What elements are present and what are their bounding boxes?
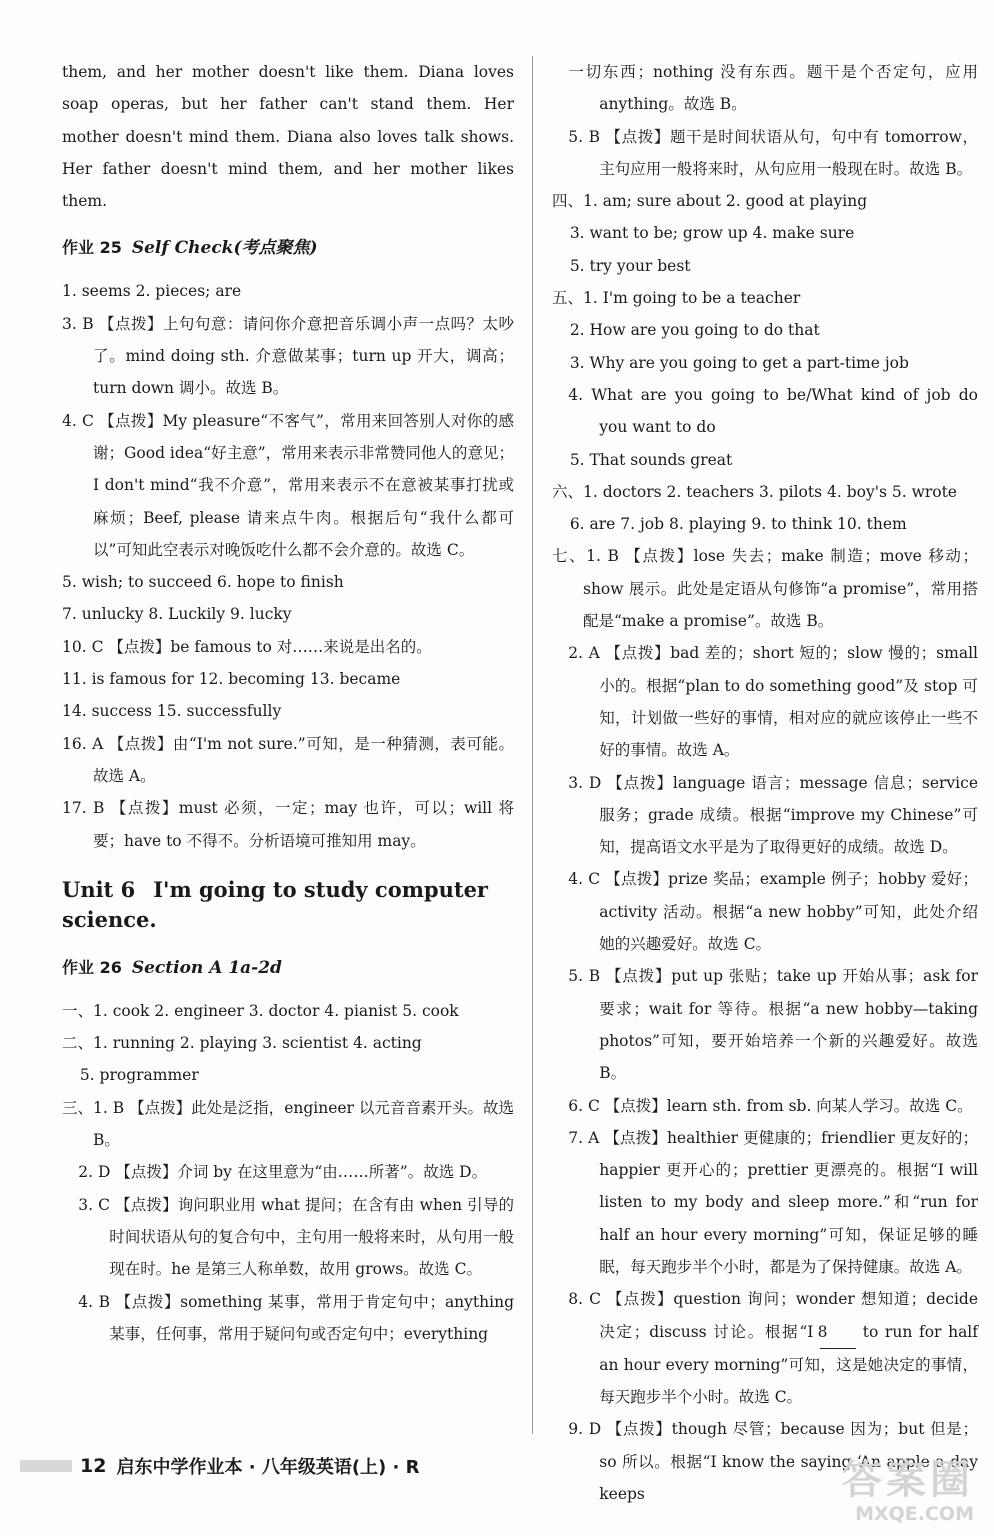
answer-text: to run for half an hour every morning”可知，这是她决定的事情，每天跑步半个小时。故选 C。 — [599, 1322, 979, 1407]
right-column — [552, 56, 978, 1510]
unit-number: Unit 6 — [62, 876, 136, 902]
unit-title: I'm going to study computer science. — [62, 876, 488, 932]
answer-line: 4. C 【点拨】prize 奖品；example 例子；hobby 爱好；activity 活动。根据“a new hobby”可知，此处介绍她的兴趣爱好。故选 C。 — [568, 870, 978, 954]
answer-line: 5. B 【点拨】题干是时间状语从句，句中有 tomorrow，主句应用一般将来时，从句应用一般现在时。故选 B。 — [568, 127, 978, 178]
answer-line: 5. programmer — [79, 1066, 199, 1085]
answer-line: 7. A 【点拨】healthier 更健康的；friendlier 更友好的；happier 更开心的；prettier 更漂亮的。根据“I will listen to my body and sleep more.”和“run for half an hour every morning”可知，保证足够的睡眠，每天跑步半个小时，都是为了保持健康。故选 A。 — [568, 1128, 978, 1276]
left-column — [62, 56, 514, 1350]
watermark-logo: 答案圈 — [842, 1457, 974, 1503]
answer-line: 11. is famous for 12. becoming 13. became — [62, 670, 401, 689]
answer-line: 6. C 【点拨】learn sth. from sb. 向某人学习。故选 C。 — [568, 1096, 973, 1115]
answer-line: 1. seems 2. pieces; are — [62, 282, 242, 301]
section-title: Self Check(考点聚焦) — [131, 238, 318, 259]
section-heading — [62, 235, 514, 261]
answer-line: 3. D 【点拨】language 语言；message 信息；service 服务；grade 成绩。根据“improve my Chinese”可知，提高语文水平是为了取得更好的成绩。故选 D。 — [568, 773, 978, 857]
answer-line: 5. wish; to succeed 6. hope to finish — [62, 573, 344, 592]
answer-line: 一、1. cook 2. engineer 3. doctor 4. pianist 5. cook — [62, 1001, 459, 1020]
answer-line: 一切东西；nothing 没有东西。题干是个否定句，应用 anything。故选 B。 — [568, 63, 978, 114]
answer-line: 2. D 【点拨】介词 by 在这里意为“由……所著”。故选 D。 — [78, 1163, 488, 1182]
answer-line: 2. How are you going to do that — [569, 321, 820, 340]
section-heading — [62, 955, 514, 981]
answer-line: them, and her mother doesn't like them. Diana loves soap operas, but her father can't stand them. Her mother doesn't mind them. Diana also loves talk shows. Her father doesn't mind them, and her mother likes them. — [62, 63, 514, 211]
answer-line: 5. B 【点拨】put up 张贴；take up 开始从事；ask for 要求；wait for 等待。根据“a new hobby—taking photos”可知，要开始培养一个新的兴趣爱好。故选 B。 — [568, 967, 978, 1083]
answer-line: 16. A 【点拨】由“I'm not sure.”可知，是一种猜测，表可能。故选 A。 — [62, 734, 514, 785]
answer-line: 6. are 7. job 8. playing 9. to think 10. them — [569, 515, 907, 534]
book-title: 启东中学作业本 · 八年级英语(上) · R — [116, 1457, 420, 1478]
section-title: Section A 1a-2d — [131, 957, 282, 978]
answer-line: 5. try your best — [569, 256, 691, 275]
watermark — [814, 1448, 974, 1528]
section-number: 作业 25 — [62, 238, 122, 258]
answer-line: 2. A 【点拨】bad 差的；short 短的；slow 慢的；small 小的。根据“plan to do something good”及 stop 可知，计划做一些好的事情，相对应的就应该停止一些不好的事情。故选 A。 — [568, 644, 978, 760]
answer-line: 4. B 【点拨】something 某事，常用于肯定句中；anything 某事，任何事，常用于疑问句或否定句中；everything — [78, 1292, 514, 1343]
answer-line: 四、1. am; sure about 2. good at playing — [552, 192, 868, 211]
answer-line: 五、1. I'm going to be a teacher — [552, 289, 801, 308]
answer-line: 4. C 【点拨】My pleasure“不客气”，常用来回答别人对你的感谢；Good idea“好主意”，常用来表示非常赞同他人的意见；I don't mind“我不介意”，常用来表示不在意被某事打扰或麻烦；Beef, please 请来点牛肉。根据后句“我什么都可以”可知此空表示对晚饭吃什么都不会介意的。故选 C。 — [62, 411, 514, 559]
footer-decoration-bar — [20, 1460, 72, 1472]
answer-line: 14. success 15. successfully — [62, 702, 282, 721]
answer-text: 8. C 【点拨】question 询问；wonder 想知道；decide 决定；discuss 讨论。根据“I — [568, 1290, 978, 1341]
answer-line: 7. unlucky 8. Luckily 9. lucky — [62, 605, 292, 624]
answer-line: 10. C 【点拨】be famous to 对……来说是出名的。 — [62, 637, 432, 656]
blank-number: 8 — [820, 1316, 856, 1349]
answer-line: 三、1. B 【点拨】此处是泛指，engineer 以元音音素开头。故选 B。 — [62, 1098, 514, 1150]
answer-line: 3. B 【点拨】上句句意：请问你介意把音乐调小声一点吗？太吵了。mind doing sth. 介意做某事；turn up 开大，调高；turn down 调小。故选 B。 — [62, 314, 514, 398]
answer-line: 3. Why are you going to get a part-time job — [569, 353, 909, 372]
answer-line: 17. B 【点拨】must 必须，一定；may 也许，可以；will 将要；have to 不得不。分析语境可推知用 may。 — [62, 799, 514, 850]
answer-line: 3. want to be; grow up 4. make sure — [569, 224, 855, 243]
answer-line: 4. What are you going to be/What kind of job do you want to do — [568, 385, 978, 437]
section-number: 作业 26 — [62, 957, 122, 977]
answer-line: 5. That sounds great — [569, 450, 733, 469]
answer-line: 二、1. running 2. playing 3. scientist 4. acting — [62, 1034, 422, 1053]
unit-heading — [62, 875, 514, 935]
answer-line: 3. C 【点拨】询问职业用 what 提问；在含有由 when 引导的时间状语从句的复合句中，主句用一般将来时，从句用一般现在时。he 是第三人称单数，故用 grows。故选 C。 — [78, 1195, 514, 1279]
page-footer — [20, 1452, 420, 1480]
answer-line: 9. D 【点拨】though 尽管；because 因为；but 但是；so 所以。根据“I know the saying ‘An apple a day keeps — [568, 1420, 978, 1504]
answer-line — [552, 1283, 978, 1413]
answer-line: 六、1. doctors 2. teachers 3. pilots 4. boy's 5. wrote — [552, 482, 957, 501]
column-divider — [532, 56, 533, 1434]
page-number: 12 — [80, 1455, 107, 1477]
answer-line: 七、1. B 【点拨】lose 失去；make 制造；move 移动；show 展示。此处是定语从句修饰“a promise”，常用搭配是“make a promise”。故选 B。 — [552, 547, 978, 631]
watermark-url: MXQE.COM — [855, 1503, 974, 1525]
